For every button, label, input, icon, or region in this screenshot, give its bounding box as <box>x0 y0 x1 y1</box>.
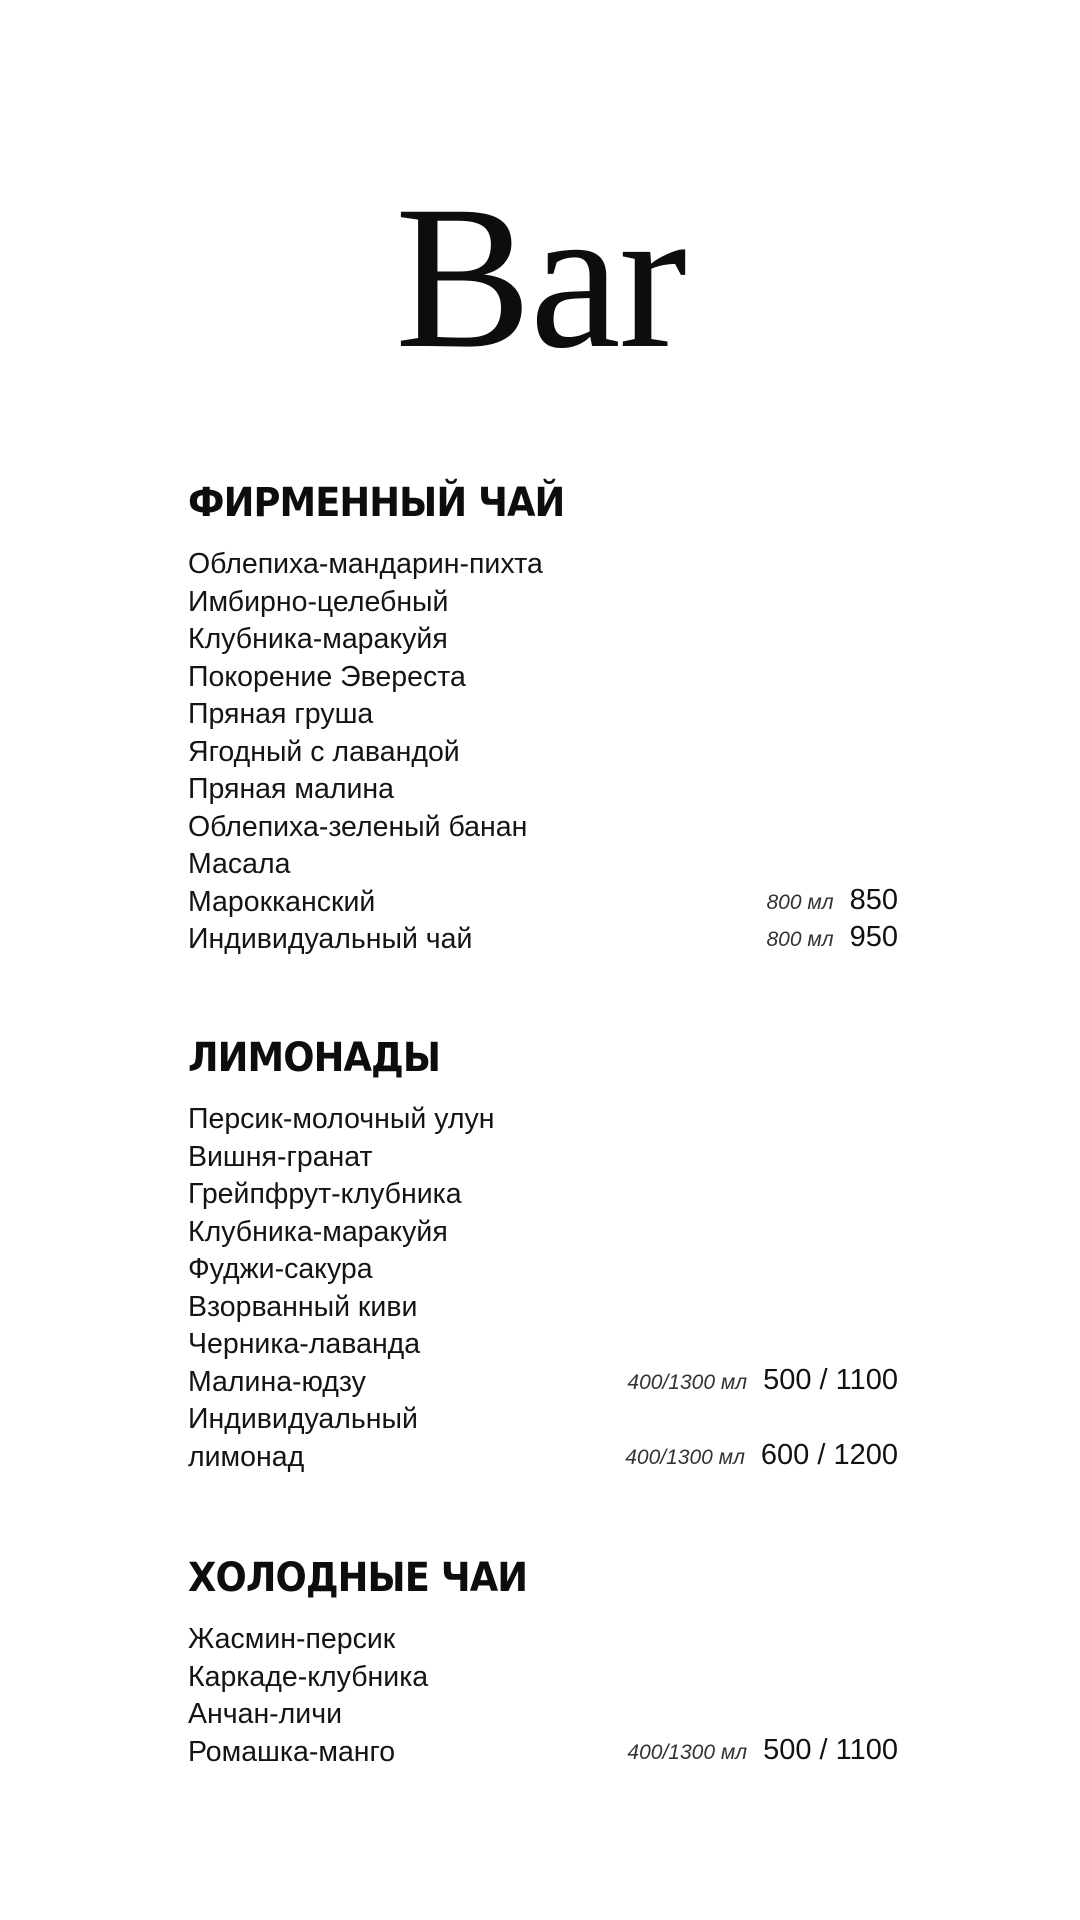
item-name: Масала <box>188 848 291 880</box>
item-name: Пряная малина <box>188 773 394 805</box>
menu-item <box>188 1696 898 1734</box>
item-name: Персик-молочный улун <box>188 1103 495 1135</box>
price-block <box>766 882 898 922</box>
menu-list <box>188 1101 898 1476</box>
item-name: Индивидуальный лимонад <box>188 1403 418 1473</box>
item-name: Жасмин-персик <box>188 1623 396 1655</box>
menu-item <box>188 921 898 959</box>
item-name: Ромашка-манго <box>188 1735 396 1768</box>
section-lemonades <box>188 1033 898 1476</box>
item-name: Фуджи-сакура <box>188 1253 373 1285</box>
menu-item <box>188 734 898 772</box>
item-name: Клубника-маракуйя <box>188 1215 448 1248</box>
item-price: 850 <box>849 883 898 916</box>
menu-item <box>188 809 898 847</box>
price-block <box>627 1362 898 1402</box>
price-block <box>627 1732 898 1772</box>
menu-item <box>188 621 898 659</box>
item-name: Анчан-личи <box>188 1698 342 1730</box>
menu-item <box>188 1251 898 1289</box>
menu-item <box>188 546 898 584</box>
menu-item <box>188 884 898 922</box>
section-title: ХОЛОДНЫЕ ЧАИ <box>188 1555 528 1601</box>
item-name: Малина-юдзу <box>188 1365 366 1398</box>
section-signature-tea <box>188 478 898 959</box>
item-volume: 400/1300 мл <box>627 1740 748 1764</box>
page-title: Bar <box>395 164 685 391</box>
menu-item <box>188 584 898 622</box>
item-name: Взорванный киви <box>188 1290 418 1323</box>
menu-item <box>188 1621 898 1659</box>
item-volume: 400/1300 мл <box>625 1445 745 1469</box>
item-volume: 800 мл <box>766 890 834 914</box>
item-price: 950 <box>849 921 898 953</box>
item-price: 600 / 1200 <box>760 1438 898 1471</box>
item-name: Черника-лаванда <box>188 1328 421 1360</box>
item-name: Покорение Эвереста <box>188 660 466 693</box>
item-name: Марокканский <box>188 885 376 918</box>
item-volume: 800 мл <box>766 928 834 951</box>
menu-item <box>188 1101 898 1139</box>
price-block <box>625 1437 898 1477</box>
item-volume: 400/1300 мл <box>627 1370 748 1394</box>
menu-item <box>188 1176 898 1214</box>
menu-item <box>188 1326 898 1364</box>
menu-item <box>188 659 898 697</box>
item-name: Индивидуальный чай <box>188 923 473 955</box>
menu-list <box>188 546 898 959</box>
item-name: Облепиха-зеленый банан <box>188 810 528 843</box>
item-price: 500 / 1100 <box>763 1363 898 1396</box>
menu-item <box>188 1659 898 1697</box>
menu-item <box>188 696 898 734</box>
item-price: 500 / 1100 <box>763 1733 898 1766</box>
item-name: Грейпфрут-клубника <box>188 1178 462 1210</box>
menu-item <box>188 846 898 884</box>
section-title: ЛИМОНАДЫ <box>188 1035 441 1081</box>
item-name: Каркаде-клубника <box>188 1660 429 1693</box>
menu-item <box>188 1734 898 1772</box>
menu-item <box>188 771 898 809</box>
price-block <box>766 919 898 959</box>
item-name: Клубника-маракуйя <box>188 623 448 655</box>
menu-item <box>188 1214 898 1252</box>
menu-item <box>188 1401 898 1476</box>
section-title: ФИРМЕННЫЙ ЧАЙ <box>188 480 565 526</box>
menu-item <box>188 1139 898 1177</box>
section-cold-teas <box>188 1553 898 1771</box>
menu-item <box>188 1364 898 1402</box>
menu-list <box>188 1621 898 1771</box>
menu-item <box>188 1289 898 1327</box>
item-name: Вишня-гранат <box>188 1140 373 1173</box>
item-name: Ягодный с лавандой <box>188 735 460 768</box>
item-name: Пряная груша <box>188 698 374 730</box>
item-name: Облепиха-мандарин-пихта <box>188 548 543 580</box>
item-name: Имбирно-целебный <box>188 585 449 618</box>
